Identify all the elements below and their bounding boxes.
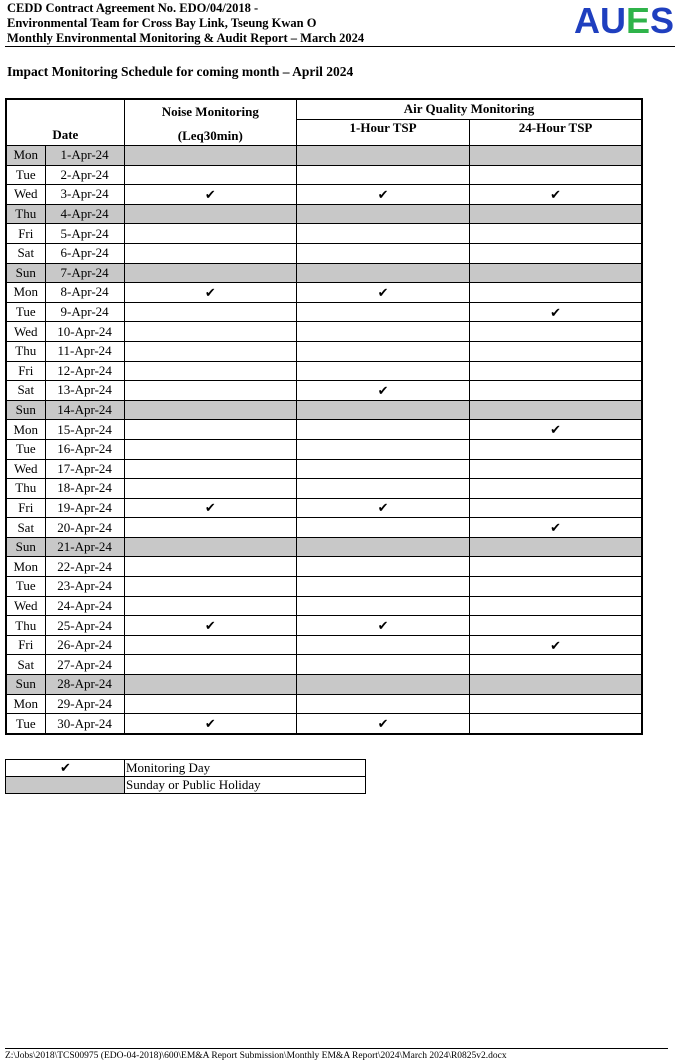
tsp-1hour-cell [296, 341, 469, 361]
date-cell: 4-Apr-24 [45, 204, 124, 224]
noise-cell [124, 537, 296, 557]
schedule-row [6, 322, 642, 342]
noise-cell [124, 381, 296, 401]
noise-cell [124, 165, 296, 185]
tsp-1hour-header-label: 1-Hour TSP [349, 119, 417, 135]
schedule-row [6, 616, 642, 636]
schedule-row [6, 518, 642, 538]
tsp-24hour-cell [470, 146, 642, 166]
tsp-24hour-cell [470, 263, 642, 283]
tsp-1hour-cell [296, 361, 469, 381]
weekday-cell: Fri [6, 498, 45, 518]
tsp-24hour-cell [470, 361, 642, 381]
legend-monitoring-label: Monitoring Day [125, 760, 366, 777]
schedule-row [6, 283, 642, 303]
date-cell: 10-Apr-24 [45, 322, 124, 342]
weekday-cell: Tue [6, 302, 45, 322]
weekday-cell: Wed [6, 459, 45, 479]
schedule-row [6, 714, 642, 734]
schedule-row [6, 341, 642, 361]
tsp-24hour-cell [470, 557, 642, 577]
date-cell: 5-Apr-24 [45, 224, 124, 244]
tsp-1hour-cell [296, 537, 469, 557]
date-cell: 21-Apr-24 [45, 537, 124, 557]
tsp-24hour-cell [470, 714, 642, 734]
schedule-row [6, 675, 642, 695]
weekday-cell: Sun [6, 675, 45, 695]
noise-check-icon: ✔ [124, 714, 296, 734]
date-cell: 3-Apr-24 [45, 185, 124, 205]
file-path-footer: Z:\Jobs\2018\TCS00975 (EDO-04-2018)\600\EM&A Report Submission\Monthly EM&A Report\2024\March 2024\R0825v2.docx [5, 1051, 507, 1061]
tsp-1hour-cell [296, 146, 469, 166]
weekday-cell: Thu [6, 204, 45, 224]
noise-cell [124, 675, 296, 695]
schedule-row [6, 302, 642, 322]
schedule-row [6, 263, 642, 283]
date-cell: 23-Apr-24 [45, 577, 124, 597]
date-header-label: Date [52, 127, 79, 142]
schedule-row [6, 381, 642, 401]
tsp-1hour-cell [296, 263, 469, 283]
report-header [7, 1, 364, 46]
schedule-row [6, 400, 642, 420]
tsp-1hour-cell [296, 577, 469, 597]
weekday-cell: Thu [6, 479, 45, 499]
date-cell: 29-Apr-24 [45, 694, 124, 714]
date-cell: 6-Apr-24 [45, 243, 124, 263]
weekday-cell: Tue [6, 165, 45, 185]
tsp-1hour-cell [296, 204, 469, 224]
tsp-1hour-cell [296, 596, 469, 616]
schedule-row [6, 146, 642, 166]
legend-check-icon: ✔ [6, 760, 125, 777]
noise-cell [124, 459, 296, 479]
tsp-24hour-cell [470, 616, 642, 636]
noise-check-icon: ✔ [124, 185, 296, 205]
weekday-cell: Mon [6, 146, 45, 166]
tsp-24hour-cell [470, 694, 642, 714]
logo-letter: S [649, 0, 674, 41]
tsp-24hour-cell [470, 243, 642, 263]
date-cell: 27-Apr-24 [45, 655, 124, 675]
weekday-cell: Mon [6, 557, 45, 577]
weekday-cell: Wed [6, 596, 45, 616]
tsp-24hour-cell [470, 381, 642, 401]
date-cell: 24-Apr-24 [45, 596, 124, 616]
tsp-24hour-cell [470, 459, 642, 479]
schedule-row [6, 185, 642, 205]
schedule-row [6, 694, 642, 714]
schedule-row [6, 498, 642, 518]
noise-cell [124, 146, 296, 166]
noise-cell [124, 518, 296, 538]
tsp-24hour-check-icon: ✔ [470, 518, 642, 538]
schedule-row [6, 459, 642, 479]
tsp-24hour-check-icon: ✔ [470, 185, 642, 205]
noise-header-sub: (Leq30min) [177, 128, 243, 143]
schedule-row [6, 577, 642, 597]
header-line-1: CEDD Contract Agreement No. EDO/04/2018 - [7, 1, 259, 15]
noise-cell [124, 577, 296, 597]
tsp-24hour-cell [470, 596, 642, 616]
logo-letter: A [573, 0, 600, 41]
weekday-cell: Thu [6, 341, 45, 361]
tsp-24hour-cell [470, 655, 642, 675]
date-cell: 2-Apr-24 [45, 165, 124, 185]
date-cell: 13-Apr-24 [45, 381, 124, 401]
noise-cell [124, 420, 296, 440]
noise-check-icon: ✔ [124, 283, 296, 303]
noise-cell [124, 263, 296, 283]
weekday-cell: Sat [6, 243, 45, 263]
noise-cell [124, 694, 296, 714]
aues-logo [574, 2, 674, 40]
tsp-1hour-cell [296, 479, 469, 499]
header-divider [5, 46, 675, 47]
schedule-row [6, 655, 642, 675]
logo-letter: E [625, 0, 650, 41]
date-cell: 18-Apr-24 [45, 479, 124, 499]
tsp-1hour-check-icon: ✔ [296, 185, 469, 205]
tsp-1hour-cell [296, 635, 469, 655]
tsp-1hour-cell [296, 459, 469, 479]
weekday-cell: Fri [6, 635, 45, 655]
date-cell: 28-Apr-24 [45, 675, 124, 695]
tsp-24hour-cell [470, 224, 642, 244]
schedule-row [6, 439, 642, 459]
tsp-24hour-header-label: 24-Hour TSP [518, 119, 593, 135]
weekday-cell: Sun [6, 400, 45, 420]
tsp-24hour-cell [470, 341, 642, 361]
logo-letter: U [599, 0, 626, 41]
schedule-body [6, 146, 642, 734]
date-cell: 7-Apr-24 [45, 263, 124, 283]
tsp-1hour-column-header [296, 119, 469, 145]
noise-cell [124, 479, 296, 499]
tsp-1hour-cell [296, 420, 469, 440]
weekday-cell: Wed [6, 322, 45, 342]
weekday-cell: Mon [6, 420, 45, 440]
date-cell: 15-Apr-24 [45, 420, 124, 440]
tsp-1hour-check-icon: ✔ [296, 381, 469, 401]
noise-cell [124, 557, 296, 577]
tsp-1hour-cell [296, 518, 469, 538]
date-cell: 12-Apr-24 [45, 361, 124, 381]
date-cell: 11-Apr-24 [45, 341, 124, 361]
date-cell: 14-Apr-24 [45, 400, 124, 420]
tsp-24hour-cell [470, 204, 642, 224]
tsp-24hour-cell [470, 165, 642, 185]
weekday-cell: Sat [6, 518, 45, 538]
noise-cell [124, 655, 296, 675]
tsp-24hour-cell [470, 283, 642, 303]
weekday-cell: Fri [6, 361, 45, 381]
date-cell: 22-Apr-24 [45, 557, 124, 577]
noise-cell [124, 439, 296, 459]
weekday-cell: Sat [6, 655, 45, 675]
date-cell: 20-Apr-24 [45, 518, 124, 538]
tsp-24hour-cell [470, 439, 642, 459]
legend-holiday-swatch [6, 777, 125, 794]
weekday-cell: Tue [6, 577, 45, 597]
tsp-1hour-cell [296, 322, 469, 342]
date-column-header [6, 99, 124, 146]
noise-cell [124, 204, 296, 224]
weekday-cell: Sun [6, 263, 45, 283]
schedule-row [6, 224, 642, 244]
air-quality-column-header [296, 99, 642, 119]
weekday-cell: Tue [6, 714, 45, 734]
schedule-row [6, 635, 642, 655]
tsp-1hour-cell [296, 675, 469, 695]
weekday-cell: Sun [6, 537, 45, 557]
tsp-24hour-cell [470, 537, 642, 557]
tsp-24hour-cell [470, 400, 642, 420]
header-line-3: Monthly Environmental Monitoring & Audit Report – March 2024 [7, 31, 365, 45]
legend-holiday-label: Sunday or Public Holiday [125, 777, 366, 794]
noise-cell [124, 635, 296, 655]
weekday-cell: Fri [6, 224, 45, 244]
tsp-1hour-check-icon: ✔ [296, 498, 469, 518]
date-cell: 19-Apr-24 [45, 498, 124, 518]
schedule-row [6, 596, 642, 616]
tsp-24hour-check-icon: ✔ [470, 635, 642, 655]
tsp-24hour-cell [470, 322, 642, 342]
schedule-row [6, 204, 642, 224]
date-cell: 17-Apr-24 [45, 459, 124, 479]
schedule-row [6, 361, 642, 381]
tsp-24hour-check-icon: ✔ [470, 302, 642, 322]
weekday-cell: Sat [6, 381, 45, 401]
noise-cell [124, 322, 296, 342]
tsp-1hour-check-icon: ✔ [296, 283, 469, 303]
tsp-1hour-cell [296, 655, 469, 675]
schedule-row [6, 243, 642, 263]
date-cell: 1-Apr-24 [45, 146, 124, 166]
noise-cell [124, 400, 296, 420]
legend-table [5, 759, 366, 794]
date-cell: 30-Apr-24 [45, 714, 124, 734]
schedule-title: Impact Monitoring Schedule for coming month – April 2024 [7, 64, 354, 79]
tsp-1hour-cell [296, 557, 469, 577]
tsp-24hour-check-icon: ✔ [470, 420, 642, 440]
tsp-24hour-cell [470, 577, 642, 597]
noise-column-header [124, 99, 296, 146]
footer-divider [5, 1048, 668, 1049]
schedule-row [6, 420, 642, 440]
schedule-row [6, 537, 642, 557]
noise-cell [124, 596, 296, 616]
noise-check-icon: ✔ [124, 616, 296, 636]
noise-cell [124, 302, 296, 322]
noise-cell [124, 361, 296, 381]
noise-cell [124, 243, 296, 263]
schedule-row [6, 165, 642, 185]
tsp-24hour-cell [470, 498, 642, 518]
tsp-1hour-cell [296, 302, 469, 322]
date-cell: 16-Apr-24 [45, 439, 124, 459]
tsp-1hour-cell [296, 165, 469, 185]
noise-header-label: Noise Monitoring [161, 104, 259, 119]
tsp-1hour-cell [296, 224, 469, 244]
schedule-row [6, 479, 642, 499]
weekday-cell: Mon [6, 283, 45, 303]
tsp-1hour-cell [296, 400, 469, 420]
noise-check-icon: ✔ [124, 498, 296, 518]
weekday-cell: Wed [6, 185, 45, 205]
weekday-cell: Thu [6, 616, 45, 636]
header-line-2: Environmental Team for Cross Bay Link, Tseung Kwan O [7, 16, 317, 30]
date-cell: 8-Apr-24 [45, 283, 124, 303]
tsp-24hour-cell [470, 675, 642, 695]
monitoring-schedule-table [5, 98, 643, 735]
weekday-cell: Tue [6, 439, 45, 459]
tsp-24hour-cell [470, 479, 642, 499]
air-quality-header-label: Air Quality Monitoring [403, 101, 535, 117]
weekday-cell: Mon [6, 694, 45, 714]
date-cell: 9-Apr-24 [45, 302, 124, 322]
schedule-row [6, 557, 642, 577]
tsp-1hour-check-icon: ✔ [296, 616, 469, 636]
tsp-1hour-cell [296, 243, 469, 263]
date-cell: 26-Apr-24 [45, 635, 124, 655]
noise-cell [124, 341, 296, 361]
noise-cell [124, 224, 296, 244]
tsp-24hour-column-header [470, 119, 642, 145]
tsp-1hour-check-icon: ✔ [296, 714, 469, 734]
date-cell: 25-Apr-24 [45, 616, 124, 636]
tsp-1hour-cell [296, 439, 469, 459]
tsp-1hour-cell [296, 694, 469, 714]
